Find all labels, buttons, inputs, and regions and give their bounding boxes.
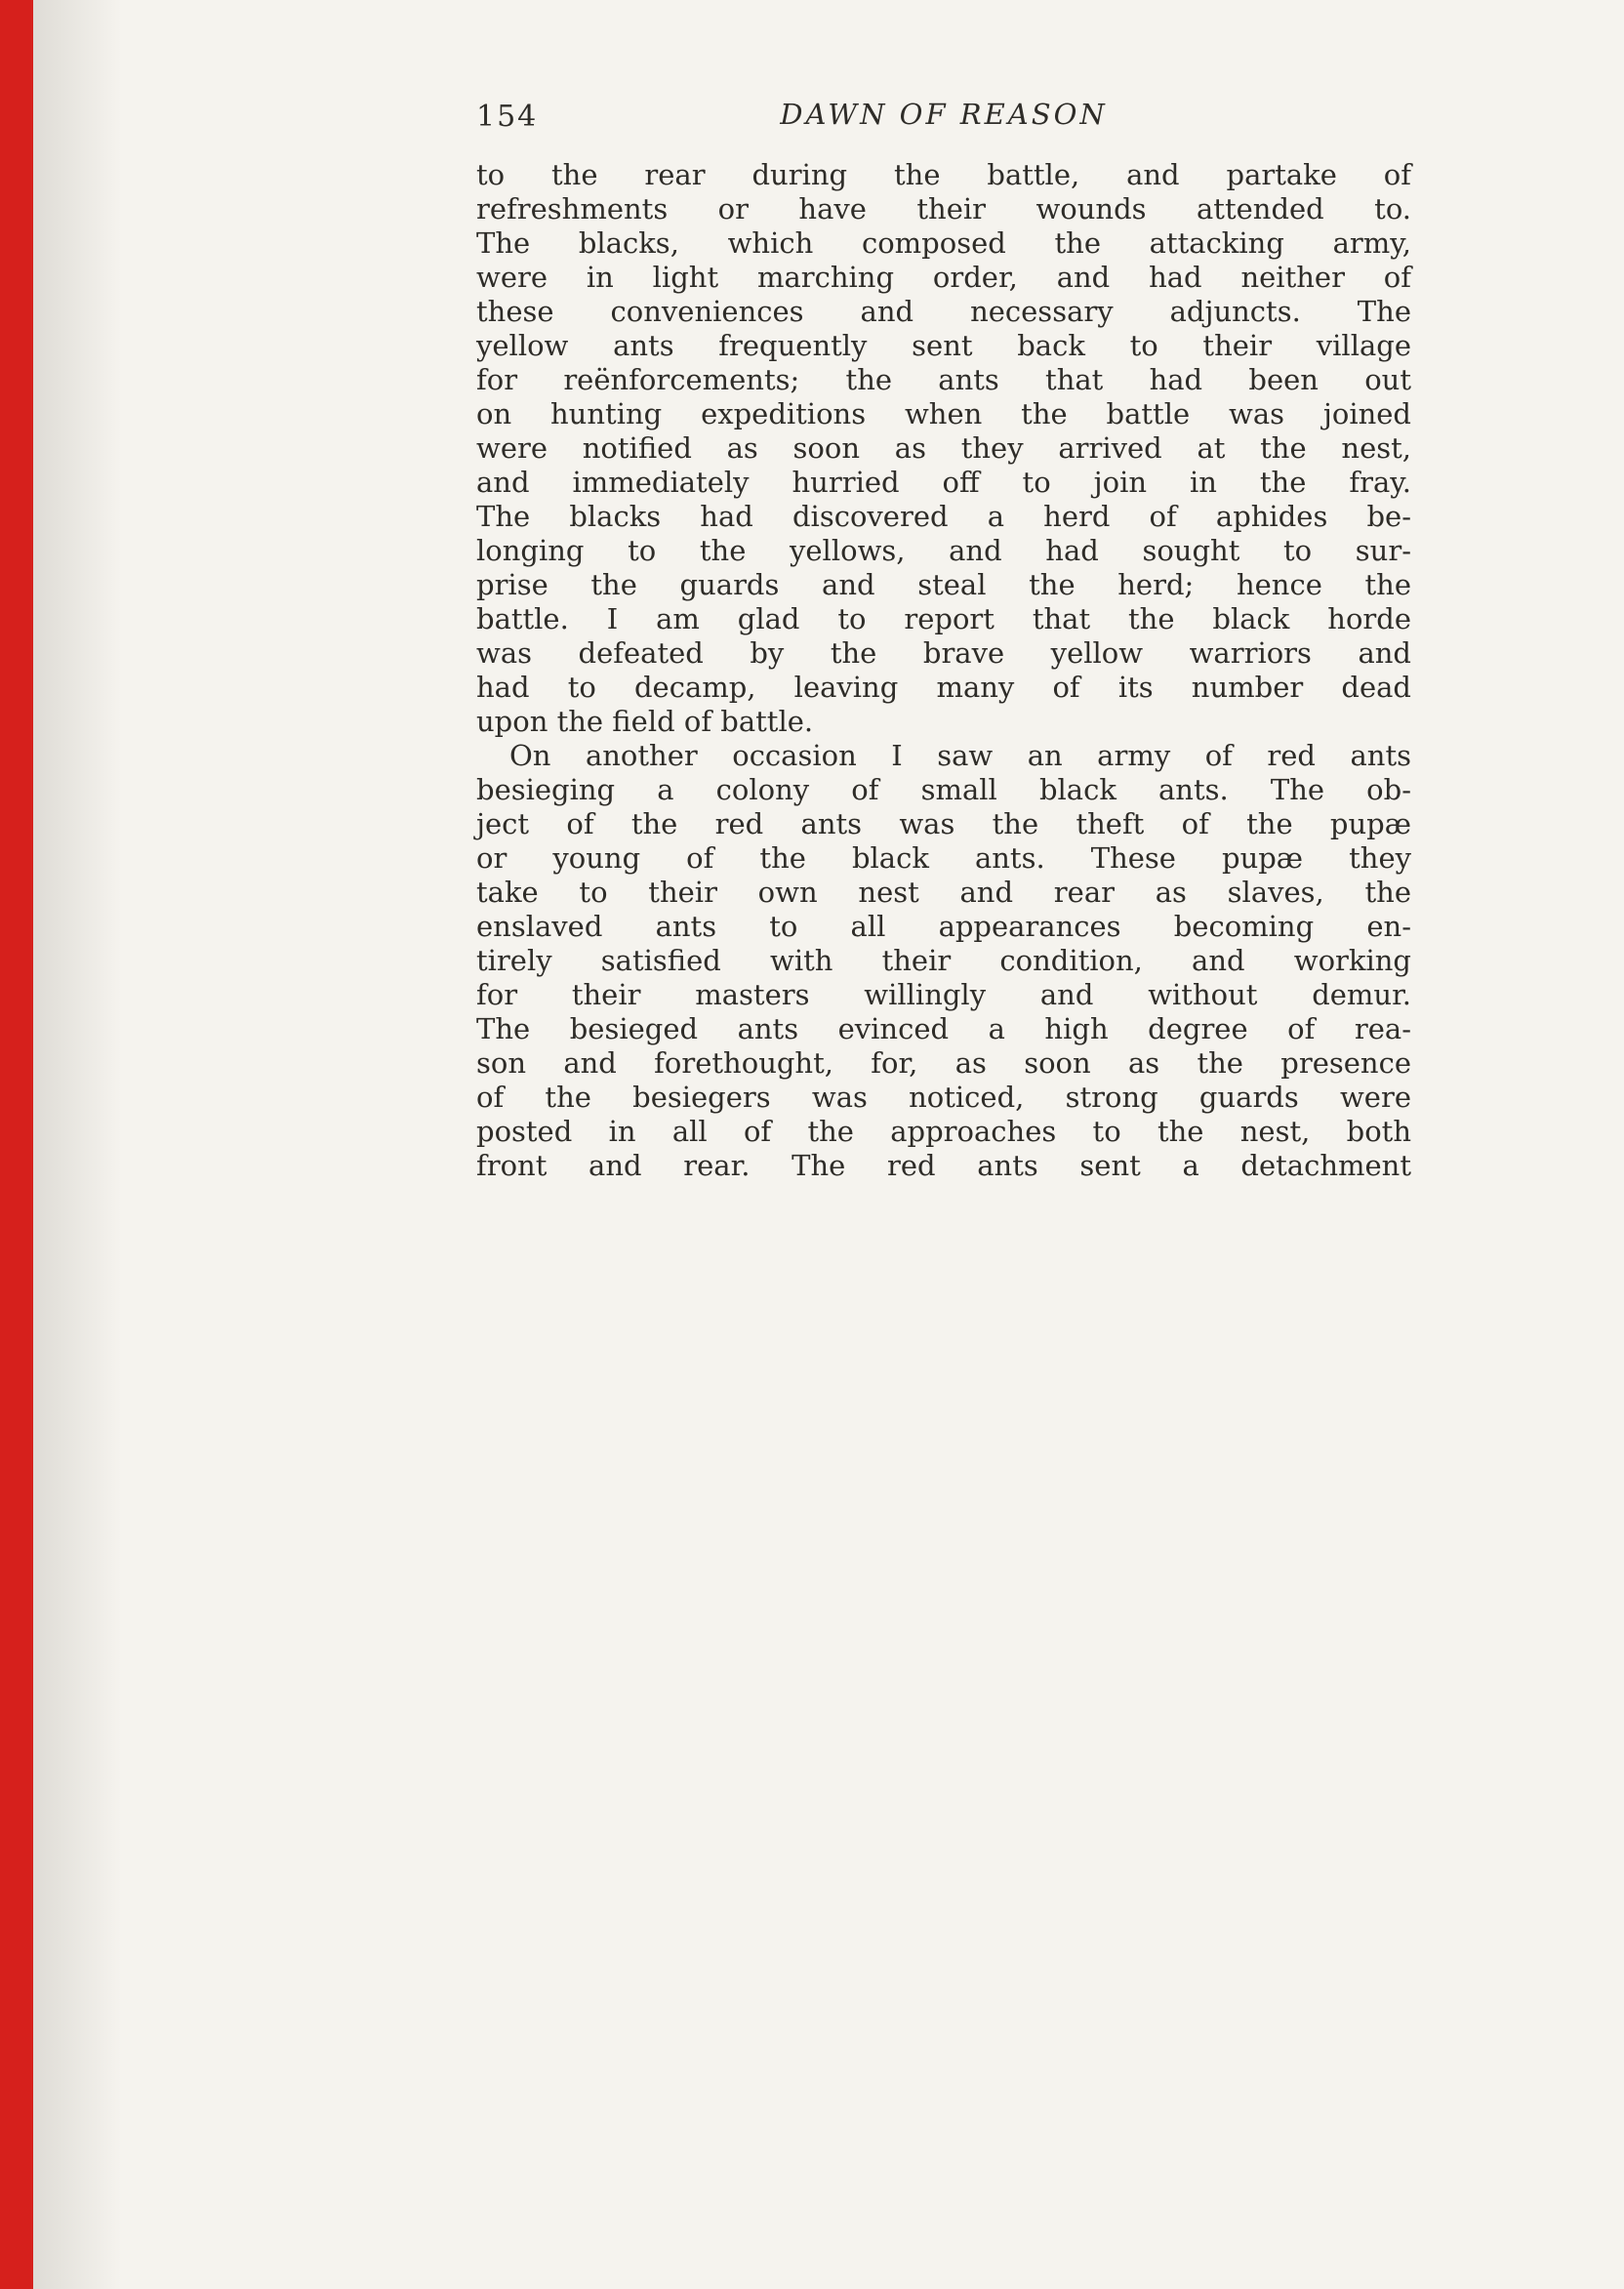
text-line: tirely satisfied with their condition, and working bbox=[476, 944, 1411, 977]
text-line: for their masters willingly and without demur. bbox=[476, 978, 1411, 1011]
text-line: yellow ants frequently sent back to their village bbox=[476, 329, 1411, 362]
text-line: and immediately hurried off to join in the fray. bbox=[476, 466, 1411, 499]
text-line: take to their own nest and rear as slaves, the bbox=[476, 876, 1411, 909]
text-line: or young of the black ants. These pupæ they bbox=[476, 841, 1411, 875]
book-spine-red-edge bbox=[0, 0, 33, 2289]
text-line: were notified as soon as they arrived at the nest, bbox=[476, 431, 1411, 465]
paragraph bbox=[476, 158, 1411, 739]
text-line: front and rear. The red ants sent a detachment bbox=[476, 1149, 1411, 1182]
page-header-row bbox=[476, 98, 1411, 135]
text-line: refreshments or have their wounds attended to. bbox=[476, 192, 1411, 225]
text-line: to the rear during the battle, and partake of bbox=[476, 158, 1411, 191]
gutter-shadow bbox=[33, 0, 121, 2289]
text-line: The blacks, which composed the attacking army, bbox=[476, 226, 1411, 260]
text-line: ject of the red ants was the theft of the pupæ bbox=[476, 807, 1411, 840]
text-line: on hunting expeditions when the battle was joined bbox=[476, 397, 1411, 430]
text-line: battle. I am glad to report that the black horde bbox=[476, 602, 1411, 635]
running-header: DAWN OF REASON bbox=[780, 98, 1108, 131]
page-number: 154 bbox=[476, 100, 539, 134]
page-content bbox=[476, 98, 1411, 1183]
text-line: for reënforcements; the ants that had been out bbox=[476, 363, 1411, 396]
text-line: of the besiegers was noticed, strong guards were bbox=[476, 1081, 1411, 1114]
text-line: had to decamp, leaving many of its number dead bbox=[476, 671, 1411, 704]
text-line: besieging a colony of small black ants. The ob- bbox=[476, 773, 1411, 806]
text-line: were in light marching order, and had neither of bbox=[476, 261, 1411, 294]
text-line: The blacks had discovered a herd of aphides be- bbox=[476, 500, 1411, 533]
body-text bbox=[476, 158, 1411, 1183]
text-line: was defeated by the brave yellow warriors and bbox=[476, 636, 1411, 670]
text-line: longing to the yellows, and had sought to sur- bbox=[476, 534, 1411, 567]
text-line: prise the guards and steal the herd; hence the bbox=[476, 568, 1411, 601]
text-line: enslaved ants to all appearances becoming en- bbox=[476, 910, 1411, 943]
paragraph bbox=[476, 739, 1411, 1183]
text-line: son and forethought, for, as soon as the presence bbox=[476, 1046, 1411, 1080]
text-line: these conveniences and necessary adjuncts. The bbox=[476, 295, 1411, 328]
text-line: upon the field of battle. bbox=[476, 705, 814, 738]
text-line: On another occasion I saw an army of red ants bbox=[509, 739, 1411, 772]
text-line: posted in all of the approaches to the nest, both bbox=[476, 1115, 1411, 1148]
text-line: The besieged ants evinced a high degree of rea- bbox=[476, 1012, 1411, 1045]
